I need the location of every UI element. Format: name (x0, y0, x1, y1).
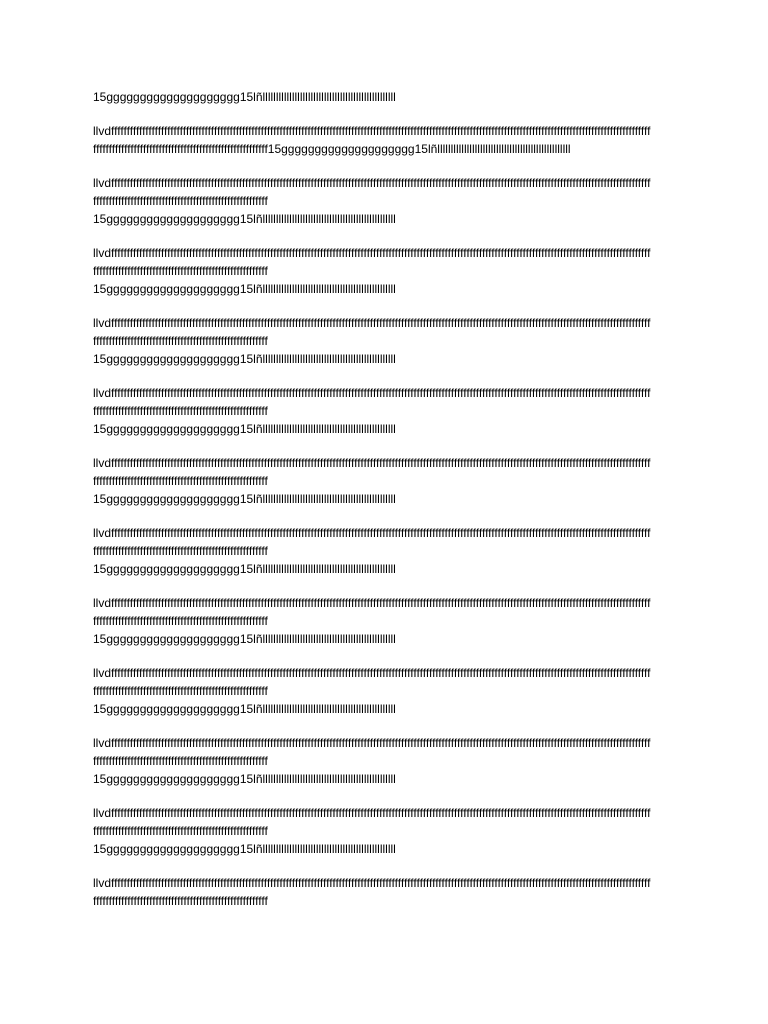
paragraph-12 (93, 874, 678, 910)
text-line: llvdfffffffffffffffffffffffffffffffffffffffffffffffffffffffffffffffffffffffffffffffffffffffffffffffffffffffffffffffffffffffffffffffffffffffffffffffffffffffffffffffffffffffffffff (93, 176, 651, 190)
text-line: 15gggggggggggggggggggg15lñllllllllllllllllllllllllllllllllllllllllllllllllll (93, 702, 396, 716)
text-line: llvdfffffffffffffffffffffffffffffffffffffffffffffffffffffffffffffffffffffffffffffffffffffffffffffffffffffffffffffffffffffffffffffffffffffffffffffffffffffffffffffffffffffffffffff (93, 806, 651, 820)
paragraph-spacer (93, 228, 678, 244)
text-line: 15gggggggggggggggggggg15lñllllllllllllllllllllllllllllllllllllllllllllllllll (93, 212, 396, 226)
text-line: llvdfffffffffffffffffffffffffffffffffffffffffffffffffffffffffffffffffffffffffffffffffffffffffffffffffffffffffffffffffffffffffffffffffffffffffffffffffffffffffffffffffffffffffffff (93, 736, 651, 750)
text-line: llvdfffffffffffffffffffffffffffffffffffffffffffffffffffffffffffffffffffffffffffffffffffffffffffffffffffffffffffffffffffffffffffffffffffffffffffffffffffffffffffffffffffffffffffff (93, 596, 651, 610)
text-line: ffffffffffffffffffffffffffffffffffffffffffffffffffffffff (93, 824, 268, 838)
text-line: ffffffffffffffffffffffffffffffffffffffffffffffffffffffff15gggggggggggggggggggg15lñllllllllllllllllllllllllllllllllllllllllllllllllll (93, 142, 571, 156)
text-line: ffffffffffffffffffffffffffffffffffffffffffffffffffffffff (93, 194, 268, 208)
paragraph-3 (93, 244, 678, 298)
paragraph-1 (93, 122, 678, 158)
text-line: ffffffffffffffffffffffffffffffffffffffffffffffffffffffff (93, 684, 268, 698)
text-line: ffffffffffffffffffffffffffffffffffffffffffffffffffffffff (93, 614, 268, 628)
text-line: llvdfffffffffffffffffffffffffffffffffffffffffffffffffffffffffffffffffffffffffffffffffffffffffffffffffffffffffffffffffffffffffffffffffffffffffffffffffffffffffffffffffffffffffffff (93, 456, 651, 470)
paragraph-spacer (93, 106, 678, 122)
paragraph-spacer (93, 158, 678, 174)
text-line: llvdfffffffffffffffffffffffffffffffffffffffffffffffffffffffffffffffffffffffffffffffffffffffffffffffffffffffffffffffffffffffffffffffffffffffffffffffffffffffffffffffffffffffffffff (93, 876, 651, 890)
paragraph-spacer (93, 368, 678, 384)
paragraph-spacer (93, 578, 678, 594)
paragraph-spacer (93, 648, 678, 664)
text-line: ffffffffffffffffffffffffffffffffffffffffffffffffffffffff (93, 894, 268, 908)
paragraph-8 (93, 594, 678, 648)
text-line: ffffffffffffffffffffffffffffffffffffffffffffffffffffffff (93, 264, 268, 278)
text-line: llvdfffffffffffffffffffffffffffffffffffffffffffffffffffffffffffffffffffffffffffffffffffffffffffffffffffffffffffffffffffffffffffffffffffffffffffffffffffffffffffffffffffffffffffff (93, 124, 651, 138)
text-line: ffffffffffffffffffffffffffffffffffffffffffffffffffffffff (93, 334, 268, 348)
text-line: 15gggggggggggggggggggg15lñllllllllllllllllllllllllllllllllllllllllllllllllll (93, 282, 396, 296)
document-body (93, 88, 678, 910)
text-line: 15gggggggggggggggggggg15lñllllllllllllllllllllllllllllllllllllllllllllllllll (93, 562, 396, 576)
paragraph-11 (93, 804, 678, 858)
text-line: llvdfffffffffffffffffffffffffffffffffffffffffffffffffffffffffffffffffffffffffffffffffffffffffffffffffffffffffffffffffffffffffffffffffffffffffffffffffffffffffffffffffffffffffffff (93, 666, 651, 680)
text-line: llvdfffffffffffffffffffffffffffffffffffffffffffffffffffffffffffffffffffffffffffffffffffffffffffffffffffffffffffffffffffffffffffffffffffffffffffffffffffffffffffffffffffffffffffff (93, 316, 651, 330)
text-line: llvdfffffffffffffffffffffffffffffffffffffffffffffffffffffffffffffffffffffffffffffffffffffffffffffffffffffffffffffffffffffffffffffffffffffffffffffffffffffffffffffffffffffffffffff (93, 246, 651, 260)
paragraph-spacer (93, 298, 678, 314)
text-line: llvdfffffffffffffffffffffffffffffffffffffffffffffffffffffffffffffffffffffffffffffffffffffffffffffffffffffffffffffffffffffffffffffffffffffffffffffffffffffffffffffffffffffffffffff (93, 526, 651, 540)
paragraph-4 (93, 314, 678, 368)
text-line: ffffffffffffffffffffffffffffffffffffffffffffffffffffffff (93, 474, 268, 488)
paragraph-6 (93, 454, 678, 508)
paragraph-spacer (93, 718, 678, 734)
paragraph-spacer (93, 508, 678, 524)
paragraph-spacer (93, 788, 678, 804)
text-line: ffffffffffffffffffffffffffffffffffffffffffffffffffffffff (93, 754, 268, 768)
text-line: 15gggggggggggggggggggg15lñllllllllllllllllllllllllllllllllllllllllllllllllll (93, 352, 396, 366)
paragraph-2 (93, 174, 678, 228)
paragraph-5 (93, 384, 678, 438)
text-line: ffffffffffffffffffffffffffffffffffffffffffffffffffffffff (93, 404, 268, 418)
paragraph-7 (93, 524, 678, 578)
paragraph-spacer (93, 858, 678, 874)
paragraph-spacer (93, 438, 678, 454)
text-line: 15gggggggggggggggggggg15lñllllllllllllllllllllllllllllllllllllllllllllllllll (93, 422, 396, 436)
text-line: llvdfffffffffffffffffffffffffffffffffffffffffffffffffffffffffffffffffffffffffffffffffffffffffffffffffffffffffffffffffffffffffffffffffffffffffffffffffffffffffffffffffffffffffffff (93, 386, 651, 400)
text-line: 15gggggggggggggggggggg15lñllllllllllllllllllllllllllllllllllllllllllllllllll (93, 842, 396, 856)
text-line: 15gggggggggggggggggggg15lñllllllllllllllllllllllllllllllllllllllllllllllllll (93, 772, 396, 786)
paragraph-10 (93, 734, 678, 788)
text-line: 15gggggggggggggggggggg15lñllllllllllllllllllllllllllllllllllllllllllllllllll (93, 632, 396, 646)
paragraph-9 (93, 664, 678, 718)
text-line: 15gggggggggggggggggggg15lñllllllllllllllllllllllllllllllllllllllllllllllllll (93, 492, 396, 506)
text-line-first: 15gggggggggggggggggggg15lñllllllllllllllllllllllllllllllllllllllllllllllllll (93, 90, 396, 104)
text-line: ffffffffffffffffffffffffffffffffffffffffffffffffffffffff (93, 544, 268, 558)
